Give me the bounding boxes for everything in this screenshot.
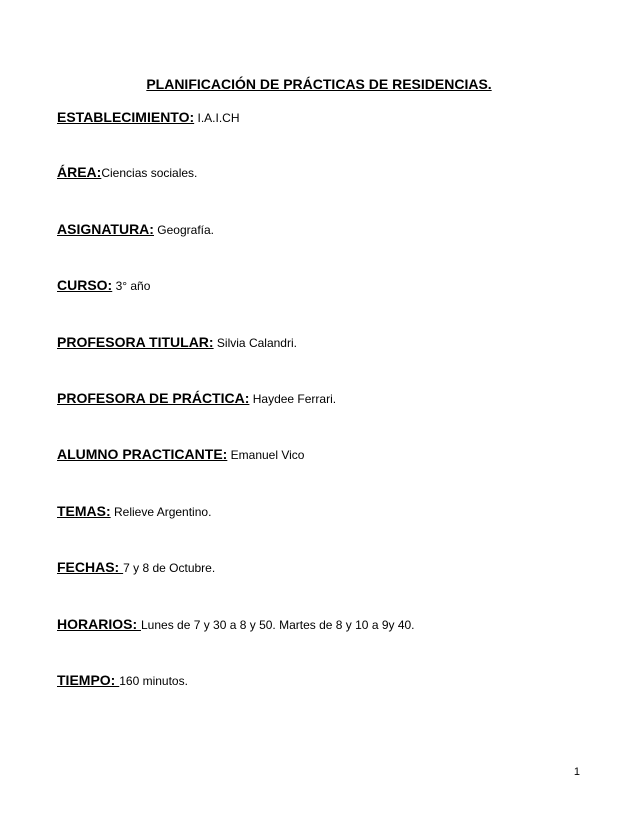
field-establecimiento bbox=[57, 108, 240, 127]
field-label: PROFESORA DE PRÁCTICA: bbox=[57, 390, 250, 406]
field-value: Emanuel Vico bbox=[227, 448, 305, 462]
field-label: FECHAS: bbox=[57, 559, 124, 575]
field-label: TEMAS: bbox=[57, 503, 111, 519]
field-asignatura bbox=[57, 220, 214, 239]
field-label: ÁREA: bbox=[57, 164, 102, 180]
field-label: ASIGNATURA: bbox=[57, 221, 154, 237]
field-value: Relieve Argentino. bbox=[110, 505, 212, 519]
field-value: 7 y 8 de Octubre. bbox=[123, 561, 216, 575]
document-title bbox=[0, 76, 638, 92]
field-value: Silvia Calandri. bbox=[213, 336, 297, 350]
field-profesora-practica bbox=[57, 389, 336, 408]
page-number: 1 bbox=[573, 766, 580, 778]
field-label: TIEMPO: bbox=[57, 672, 120, 688]
field-alumno-practicante bbox=[57, 445, 304, 464]
field-label: ESTABLECIMIENTO: bbox=[57, 109, 195, 125]
field-profesora-titular bbox=[57, 333, 297, 352]
field-fechas bbox=[57, 558, 215, 577]
field-area bbox=[57, 163, 197, 182]
field-value: Geografía. bbox=[153, 223, 215, 237]
document-title-text: PLANIFICACIÓN DE PRÁCTICAS DE RESIDENCIAS. bbox=[146, 76, 492, 92]
field-temas bbox=[57, 502, 211, 521]
field-value: Ciencias sociales. bbox=[101, 166, 198, 180]
field-value: 160 minutos. bbox=[119, 674, 188, 688]
field-tiempo bbox=[57, 671, 188, 690]
field-value: Haydee Ferrari. bbox=[249, 392, 337, 406]
field-value: Lunes de 7 y 30 a 8 y 50. Martes de 8 y 10 a 9y 40. bbox=[141, 618, 415, 632]
field-value: I.A.I.CH bbox=[194, 111, 240, 125]
field-label: HORARIOS: bbox=[57, 616, 141, 632]
field-label: ALUMNO PRACTICANTE: bbox=[57, 446, 228, 462]
field-curso bbox=[57, 276, 150, 295]
field-label: CURSO: bbox=[57, 277, 113, 293]
field-value: 3° año bbox=[112, 279, 151, 293]
field-label: PROFESORA TITULAR: bbox=[57, 334, 214, 350]
field-horarios bbox=[57, 615, 415, 634]
